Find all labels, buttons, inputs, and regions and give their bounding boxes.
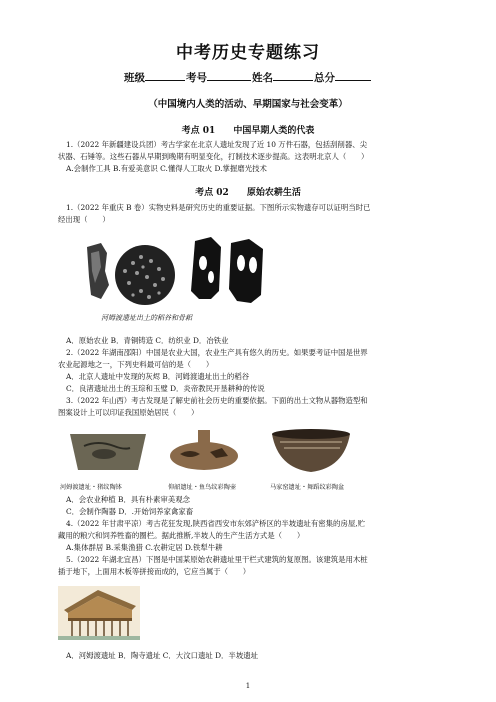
q1-options: A.会制作工具 B.有爱美意识 C.懂得人工取火 D.掌握磨光技术 [66,164,267,173]
rice-and-bone-spade-image [83,233,278,325]
page-title: 中考历史专题练习 [176,43,320,63]
stilt-house-image [58,586,140,640]
pottery-artifacts-image [58,420,358,492]
q2-1-line2: 经出现（ ） [58,215,110,224]
figure-2-caption-3: 马家窑遗址・舞蹈纹彩陶盆 [270,484,345,491]
page-number: 1 [245,682,251,690]
exam-no-label: 考号 [186,72,207,84]
name-blank[interactable] [273,70,313,81]
q2-2-line1: 2.（2022 年湖南邵阳）中国是农业大国，农业生产具有悠久的历史。如果要考证中国是世界 [66,348,368,357]
q2-3-option-ab: A．会农业种植 B．具有朴素审美观念 [66,495,190,504]
q2-2-option-cd: C．良渚遗址出土的玉琮和玉璧 D．炎帝教民开垦耕种的传说 [66,384,265,393]
score-blank[interactable] [335,70,371,81]
exam-no-blank[interactable] [207,70,251,81]
class-label: 班级 [124,72,145,84]
figure-1-caption: 河姆渡遗址出土的稻谷和骨耜 [101,314,192,322]
q2-3-line2: 图案设计上可以印证我国原始居民（ ） [58,408,199,417]
q2-4-line2: 藏用的粮穴和饲养牲畜的圈栏。据此推断,半坡人的生产生活方式是（ ） [58,531,305,540]
name-label: 姓名 [252,72,273,84]
q2-5-line1: 5.（2022 年湖北宜昌）下图是中国某原始农耕遗址里干栏式建筑的复原图。该建筑是用木桩 [66,555,368,564]
student-info-line [0,70,496,85]
q2-3-option-cd: C．会制作陶器 D．.开始饲养家禽家畜 [66,507,194,516]
q2-3-line1: 3.（2022 年山西）考古发现是了解史前社会历史的重要依据。下面的出土文物从器物造型和 [66,396,368,405]
section-heading-2: 考点 02 原始农耕生活 [195,188,301,198]
q1-line2: 状器、石锤等。这些石器从早期到晚期有明显变化，打制技术逐步提高。这表明北京人（ ） [58,152,369,161]
q2-5-options: A．河姆渡遗址 B．陶寺遗址 C．大汶口遗址 D．半坡遗址 [66,651,258,660]
q2-4-options: A.集体群居 B.采集渔猎 C.农耕定居 D.铁犁牛耕 [66,543,223,552]
class-blank[interactable] [145,70,185,81]
figure-2-caption-2: 仰韶遗址・鱼鸟纹彩陶壶 [168,484,237,491]
q2-4-line1: 4.（2022 年甘肃平凉）考古花狂发现,陕西省西安市东郊浐桥区的半坡遗址有密集的房屋,贮 [66,519,365,528]
q2-2-line2: 农业起源地之一，下列史料最可信的是（ ） [58,360,214,369]
section-heading-1: 考点 01 中国早期人类的代表 [181,126,315,136]
subtitle: （中国境内人类的活动、早期国家与社会变革） [148,99,348,110]
score-label: 总分 [314,72,335,84]
q2-1-options: A．原始农业 B．青铜铸造 C．纺织业 D．冶铁业 [66,336,229,345]
q2-1-line1: 1.（2022 年重庆 B 卷）实物史料是研究历史的重要证据。下图所示实物遗存可以证明当时已 [66,203,371,212]
q2-5-line2: 插于地下，上面用木板等拼接而成的，它应当属于（ ） [58,567,251,576]
q1-line1: 1.（2022 年新疆建设兵团）考古学家在北京人遗址发现了近 10 万件石器，包括刮削器、尖 [66,140,367,149]
q2-2-option-ab: A．北京人遗址中发现的灰烬 B．河姆渡遗址出土的稻谷 [66,372,250,381]
figure-2-caption-1: 河姆渡遗址・猪纹陶钵 [60,484,122,491]
